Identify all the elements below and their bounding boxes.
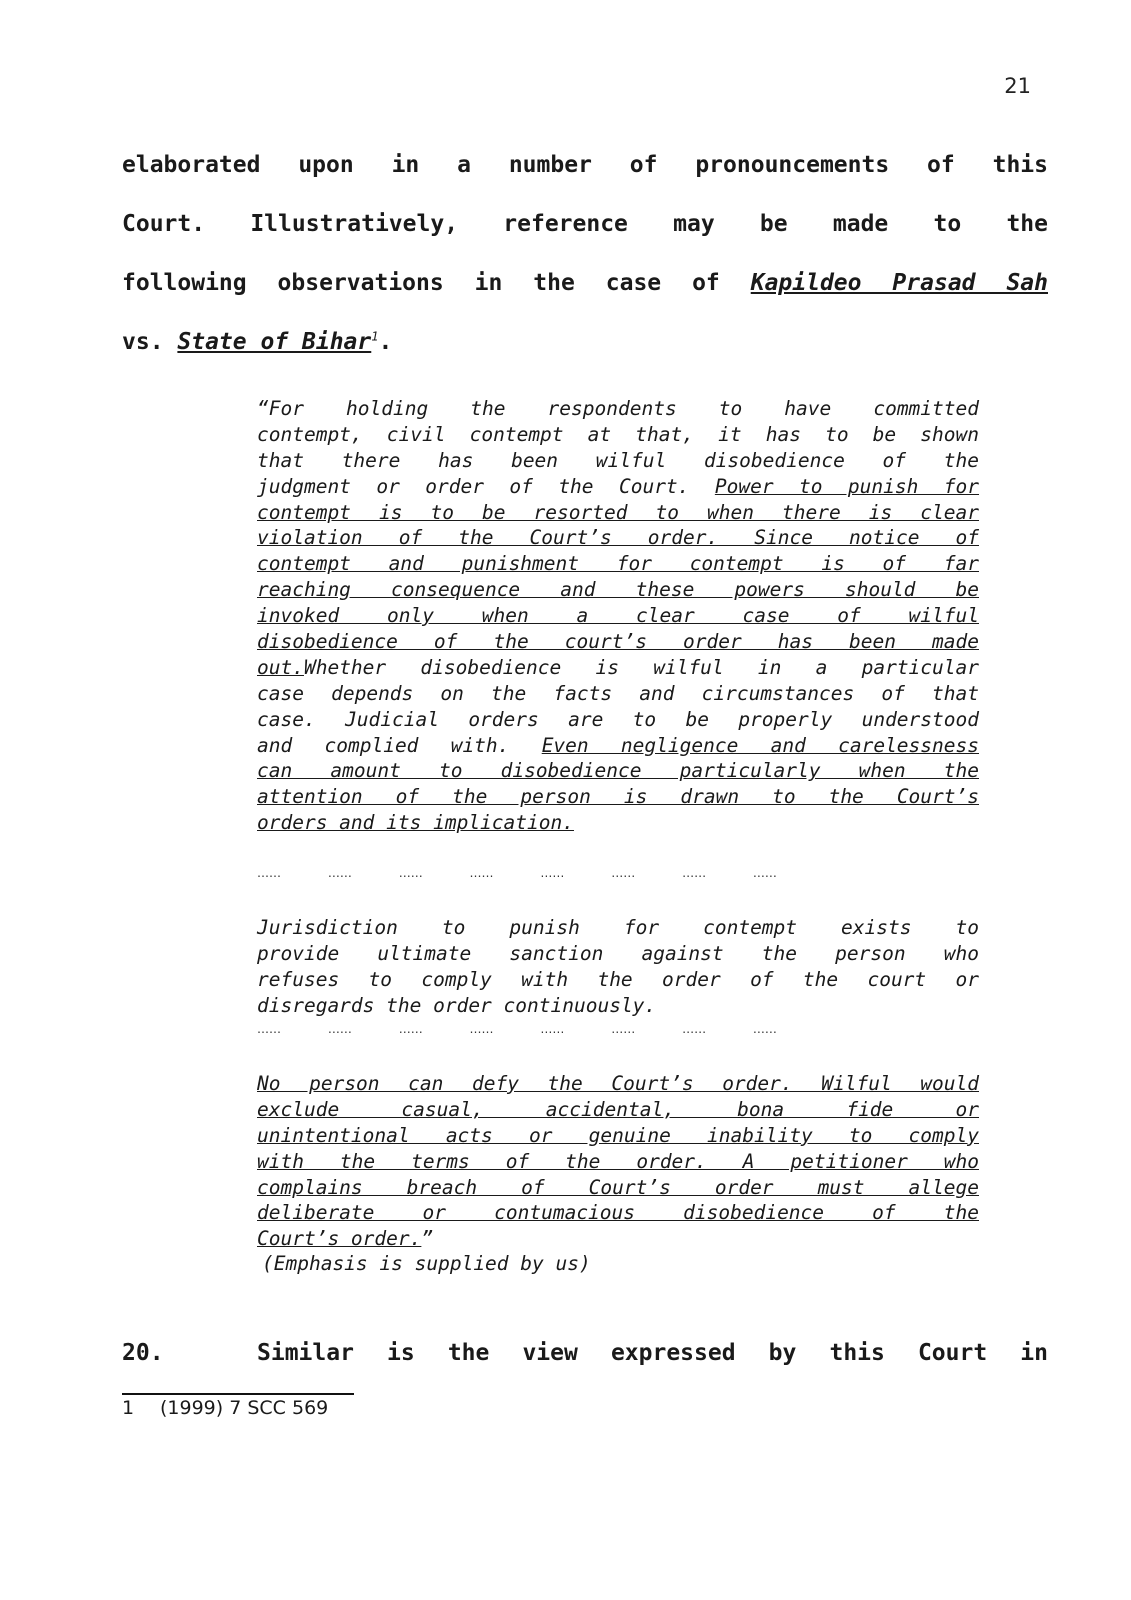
ellipsis: …… (682, 1022, 707, 1036)
body-line (122, 270, 1048, 296)
paragraph-number: 20. (122, 1340, 164, 1366)
quote-line (257, 655, 979, 681)
ellipsis-row (257, 866, 777, 880)
ellipsis: …… (540, 866, 565, 880)
emphasized-text: Power to punish for (714, 474, 980, 498)
ellipsis: …… (327, 866, 352, 880)
ellipsis: …… (752, 1022, 777, 1036)
quote-line: reaching consequence and these powers should be (257, 578, 979, 602)
ellipsis-row (257, 1022, 777, 1036)
block-quote (257, 1071, 979, 1252)
quote-text: ” (421, 1227, 434, 1251)
ellipsis: …… (752, 866, 777, 880)
footnote (122, 1397, 328, 1419)
quote-line: contempt, civil contempt at that, it has to be shown (257, 422, 979, 446)
quote-line: Jurisdiction to punish for contempt exists to (257, 916, 979, 939)
body-line: elaborated upon in a number of pronouncements of this (122, 152, 1048, 178)
ellipsis: …… (469, 866, 494, 880)
quote-line: disobedience of the court’s order has been made (257, 630, 979, 654)
emphasis-note: (Emphasis is supplied by us) (262, 1252, 591, 1275)
emphasized-text: Even negligence and carelessness (541, 733, 979, 757)
quote-line (257, 474, 979, 500)
quote-line: exclude casual, accidental, bona fide or (257, 1097, 979, 1121)
quote-text: and complied with. (257, 733, 542, 757)
body-text: vs. (122, 329, 178, 355)
ellipsis: …… (257, 1022, 281, 1036)
quote-line: No person can defy the Court’s order. Wilful would (257, 1072, 979, 1095)
quote-text: Whether disobedience is wilful in a particular (303, 655, 979, 679)
quote-line: unintentional acts or genuine inability to comply (257, 1123, 979, 1147)
quote-line: that there has been wilful disobedience of the (257, 448, 979, 472)
ellipsis: …… (611, 1022, 636, 1036)
paragraph-text: Similar is the view expressed by this Court in (257, 1340, 1048, 1366)
case-name: State of Bihar (177, 329, 372, 355)
footnote-citation: (1999) 7 SCC 569 (160, 1397, 329, 1419)
block-quote (257, 915, 979, 1019)
quote-line: contempt is to be resorted to when there is clear (257, 500, 979, 524)
ellipsis: …… (682, 866, 707, 880)
quote-line: refuses to comply with the order of the court or (257, 967, 979, 991)
body-text: following observations in the case of (122, 270, 751, 296)
ellipsis: …… (540, 1022, 565, 1036)
footnote-separator (122, 1393, 354, 1395)
case-name: Kapildeo Prasad Sah (750, 270, 1048, 296)
quote-line: invoked only when a clear case of wilful (257, 604, 979, 628)
footnote-number: 1 (122, 1397, 135, 1419)
quote-line: can amount to disobedience particularly when the (257, 759, 979, 783)
body-line (122, 329, 1048, 355)
quote-line: with the terms of the order. A petitioner who (257, 1149, 979, 1173)
footnote-reference: 1 (371, 329, 379, 344)
quote-line: contempt and punishment for contempt is of far (257, 552, 979, 576)
page-number: 21 (1004, 74, 1031, 98)
ellipsis: …… (398, 1022, 423, 1036)
quote-line: orders and its implication. (257, 811, 574, 835)
quote-line: deliberate or contumacious disobedience of the (257, 1201, 979, 1225)
quote-line: provide ultimate sanction against the person who (257, 941, 979, 965)
emphasized-text: out. (257, 655, 304, 679)
quote-line: attention of the person is drawn to the Court’s (257, 785, 979, 809)
ellipsis: …… (398, 866, 423, 880)
quote-line: case depends on the facts and circumstances of that (257, 681, 979, 705)
quote-line: violation of the Court’s order. Since notice of (257, 526, 979, 550)
block-quote (257, 396, 979, 836)
ellipsis: …… (327, 1022, 352, 1036)
quote-line (257, 733, 979, 759)
quote-line: complains breach of Court’s order must allege (257, 1175, 979, 1199)
quote-text: judgment or order of the Court. (257, 474, 715, 498)
ellipsis: …… (611, 866, 636, 880)
quote-line (257, 1226, 979, 1252)
body-text: . (378, 329, 393, 355)
quote-line: disregards the order continuously. (257, 993, 657, 1017)
quote-line: case. Judicial orders are to be properly understood (257, 707, 979, 731)
ellipsis: …… (257, 866, 281, 880)
quote-line: “For holding the respondents to have committed (257, 397, 979, 420)
body-line: Court. Illustratively, reference may be made to the (122, 211, 1048, 237)
ellipsis: …… (469, 1022, 494, 1036)
emphasized-text: Court’s order. (257, 1227, 422, 1251)
